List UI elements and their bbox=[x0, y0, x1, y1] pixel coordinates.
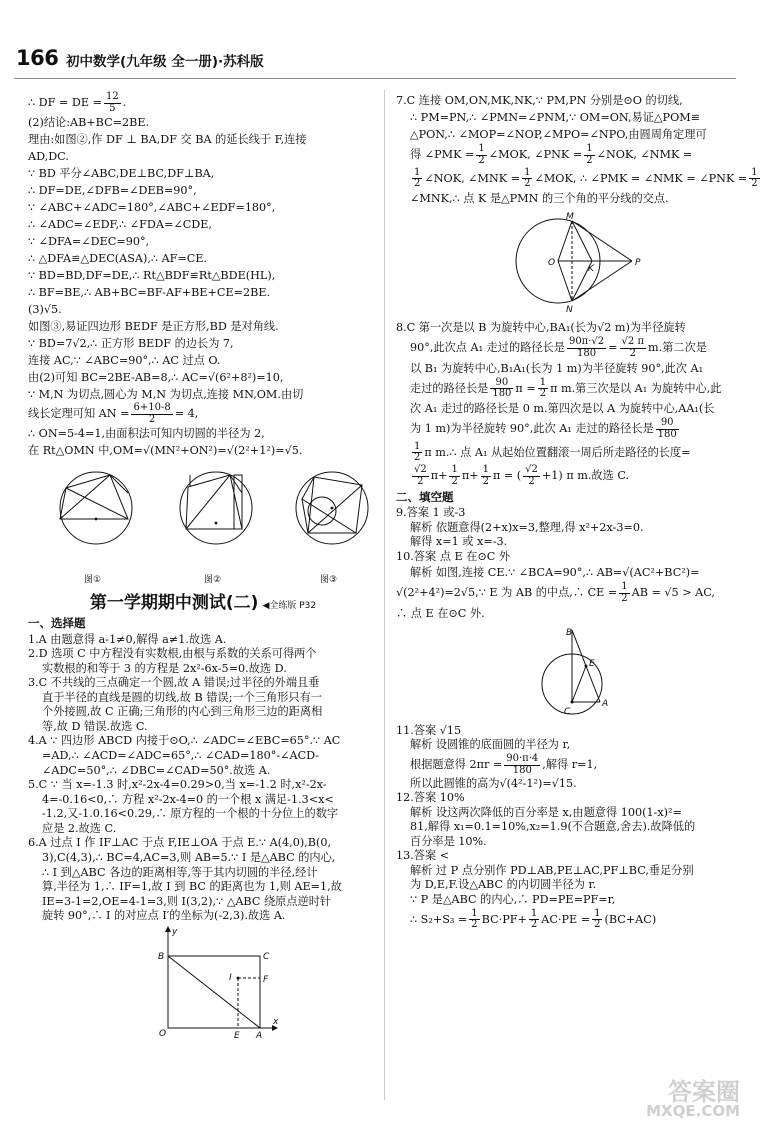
answer-line: 得 ∠PMK = $\frac{1}{2}$ ∠MOK, ∠PNK = $\frac{1}{2}$ ∠NOK, ∠NMK = bbox=[410, 143, 693, 166]
answer-line: 90°,此次点 A₁ 走过的路径长是 $\frac{90\pi\cdot√2}{180}$ = $\frac{√2 \pi}{2}$ m.第二次是 bbox=[410, 336, 707, 359]
text-line: (2)结论:AB+BC=2BE. bbox=[28, 116, 150, 129]
coordinate-figure bbox=[28, 926, 378, 1041]
svg-text:K: K bbox=[588, 264, 594, 275]
analysis-line: 根据题意得 2πr = $\frac{90\cdot\pi\cdot 4}{180}$ ,解得 r=1, bbox=[410, 753, 598, 776]
svg-text:P: P bbox=[635, 258, 641, 269]
text-line: ∴ ON=5-4=1,由面积法可知内切圆的半径为 2, bbox=[28, 427, 265, 441]
svg-text:B: B bbox=[566, 627, 573, 638]
answer-line: 7.C 连接 OM,ON,MK,NK,∵ PM,PN 分别是⊙O 的切线, bbox=[396, 94, 683, 107]
text-line: ∴ BF=BE,∴ AB+BC=BF-AF+BE+CE=2BE. bbox=[28, 286, 271, 300]
answer-line: 应是 2.故选 C. bbox=[42, 821, 117, 835]
answer-line: 8.C 第一次是以 B 为旋转中心,BA₁(长为√2 m)为半径旋转 bbox=[396, 321, 686, 335]
analysis-line: 为 D,E,F.设△ABC 的内切圆半径为 r. bbox=[410, 878, 597, 892]
answer-line: 4=-0.16<0,∴ 方程 x²-2x-4=0 的一个根 x 满足-1.3<x< bbox=[42, 792, 334, 806]
answer-line: 为 1 m)为半径旋转 90°,此次 A₁ 走过的路径长是 $\frac{90}{180}$ bbox=[410, 417, 677, 440]
svg-text:M: M bbox=[566, 212, 574, 223]
text-line: 在 Rt△OMN 中,OM=√(MN²+ON²)=√(2²+1²)=√5. bbox=[28, 444, 303, 458]
svg-text:C: C bbox=[263, 951, 270, 962]
figure-captions bbox=[28, 572, 378, 584]
answer-line: 13.答案 < bbox=[396, 849, 450, 863]
answer-line: 个外接圆,故 C 正确;三角形的内心到三角形三边的距离相 bbox=[42, 705, 323, 719]
svg-text:N: N bbox=[566, 305, 573, 316]
answer-line: ∠ADC=50°,∴ ∠DBC=∠CAD=50°.故选 A. bbox=[42, 763, 271, 777]
answer-line: $\frac{1}{2}$ ∠NOK, ∠MNK = $\frac{1}{2}$ ∠MOK, ∴ ∠PMK = ∠NMK = ∠PNK = $\frac{1}{2}$ bbox=[414, 166, 758, 190]
right-column bbox=[396, 92, 758, 931]
text-line: 连接 AC,∵ ∠ABC=90°,∴ AC 过点 O. bbox=[28, 354, 221, 368]
circle-triangle-figure bbox=[396, 626, 746, 720]
text-line: ∵ BD=7√2,∴ 正方形 BEDF 的边长为 7, bbox=[28, 337, 234, 351]
text-line: ∵ M,N 为切点,圆心为 M,N 为切点,连接 MN,OM.由切 bbox=[28, 388, 304, 402]
analysis-line: √(2²+4²)=2√5,∵ E 为 AB 的中点,∴ CE = $\frac{1}{2}$ AB = √5 > AC, bbox=[396, 581, 715, 604]
answer-line: 1.A 由题意得 a-1≠0,解得 a≠1.故选 A. bbox=[28, 632, 227, 646]
svg-text:y: y bbox=[172, 926, 178, 937]
answer-line: △PON,∴ ∠MOP=∠NOP,∠MPO=∠NPO,由圆周角定理可 bbox=[410, 128, 707, 142]
analysis-line: 解析 设这两次降低的百分率是 x,由题意得 100(1-x)²= bbox=[410, 805, 682, 819]
site-watermark: 答案圈 MXQE.COM bbox=[646, 1078, 740, 1120]
analysis-line: 81,解得 x₁=0.1=10%,x₂=1.9(不合题意,舍去).故降低的 bbox=[410, 820, 696, 834]
analysis-line: 解析 依题意得(2+x)x=3,整理,得 x²+2x-3=0. bbox=[410, 520, 644, 534]
svg-text:E: E bbox=[589, 658, 595, 669]
answer-line: 5.C ∵ 当 x=-1.3 时,x²-2x-4=0.29>0,当 x=-1.2 时,x²-2x- bbox=[28, 778, 327, 792]
answer-line: 6.A 过点 I 作 IF⊥AC 于点 F,IE⊥OA 于点 E.∵ A(4,0),B(0, bbox=[28, 836, 332, 850]
text-line: ∴ △DFA≌△DEC(ASA),∴ AF=CE. bbox=[28, 252, 208, 266]
answer-line: 实数根的和等于 3 的方程是 2x²-6x-5=0.故选 D. bbox=[42, 661, 287, 675]
svg-text:O: O bbox=[159, 1028, 167, 1039]
fig-caption: 图③ bbox=[320, 575, 338, 586]
answer-line: 2.D 选项 C 中方程没有实数根,由根与系数的关系可得两个 bbox=[28, 647, 317, 661]
answer-line: 12.答案 10% bbox=[396, 791, 465, 805]
analysis-line: 解析 设圆锥的底面圆的半径为 r, bbox=[410, 738, 571, 752]
answer-line: 4.A ∵ 四边形 ABCD 内接于⊙O,∴ ∠ADC=∠EBC=65°.∵ AC bbox=[28, 734, 341, 748]
svg-text:I: I bbox=[229, 972, 232, 983]
analysis-line: 解析 过 P 点分别作 PD⊥AB,PE⊥AC,PF⊥BC,垂足分别 bbox=[410, 863, 694, 877]
answer-line: 11.答案 √15 bbox=[396, 723, 462, 737]
section-tag: ◀全练版 P32 bbox=[262, 601, 317, 612]
answer-line: IE=3-1=2,OE=4-1=3,则 I(3,2),∵ △ABC 绕原点逆时针 bbox=[42, 894, 332, 908]
answer-line: ∠MNK,∴ 点 K 是△PMN 的三个角的平分线的交点. bbox=[410, 192, 669, 206]
text-line: ∵ ∠ABC+∠ADC=180°,∠ABC+∠EDF=180°, bbox=[28, 201, 276, 215]
answer-line: 10.答案 点 E 在⊙C 外 bbox=[396, 549, 511, 563]
answer-line: 3),C(4,3),∴ BC=4,AC=3,则 AB=5.∵ I 是△ABC 的内心, bbox=[42, 850, 336, 864]
text-line: 由(2)可知 BC=2BE-AB=8,∴ AC=√(6²+8²)=10, bbox=[28, 371, 284, 385]
svg-text:A: A bbox=[256, 1030, 263, 1041]
analysis-line: 解得 x=1 或 x=-3. bbox=[410, 535, 508, 549]
answer-line: 9.答案 1 或-3 bbox=[396, 506, 466, 520]
svg-text:x: x bbox=[273, 1016, 279, 1027]
answer-line: 直于半径的直线是圆的切线,故 B 错误;一个三角形只有一 bbox=[42, 690, 322, 704]
text-line: ∵ BD=BD,DF=DE,∴ Rt△BDF≌Rt△BDE(HL), bbox=[28, 269, 276, 283]
svg-text:F: F bbox=[263, 974, 269, 985]
text-line: ∵ ∠DFA=∠DEC=90°, bbox=[28, 235, 150, 249]
left-column bbox=[28, 92, 378, 1040]
three-circle-figures bbox=[28, 463, 378, 568]
answer-line: $\frac{√2}{2}$ π+ $\frac{1}{2}$ π+ $\frac{1}{2}$ π = ( $\frac{√2}{2}$ +1) π m.故选 C. bbox=[414, 464, 630, 487]
text-line: 理由:如图②,作 DF ⊥ BA,DF 交 BA 的延长线于 F,连接 bbox=[28, 133, 307, 147]
svg-text:B: B bbox=[158, 951, 165, 962]
text-line: ∴ DF = DE = $\frac{12}{5}$ . bbox=[28, 91, 127, 114]
answer-line: $\frac{1}{2}$ π m.∴ 点 A₁ 从起始位置翻滚一周后所走路径的长度= bbox=[414, 440, 691, 464]
svg-text:C: C bbox=[564, 706, 571, 717]
analysis-line: ∵ P 是△ABC 的内心,∴ PD=PE=PF=r, bbox=[410, 893, 616, 907]
answer-line: 旋转 90°,∴ I 的对应点 I′的坐标为(-2,3).故选 A. bbox=[42, 909, 286, 923]
text-line: ∴ DF=DE,∠DFB=∠DEB=90°, bbox=[28, 184, 197, 198]
text-line: ∵ BD 平分∠ABC,DE⊥BC,DF⊥BA, bbox=[28, 167, 215, 181]
analysis-line: 所以此圆锥的高为√(4²-1²)=√15. bbox=[410, 776, 577, 790]
column-divider bbox=[384, 90, 385, 1100]
text-line: 如图③,易证四边形 BEDF 是正方形,BD 是对角线. bbox=[28, 320, 279, 334]
fig-caption: 图② bbox=[204, 575, 222, 586]
answer-line: 以 B₁ 为旋转中心,B₁A₁(长为 1 m)为半径旋转 90°,此次 A₁ bbox=[410, 361, 704, 375]
subheading: 一、选择题 bbox=[28, 616, 86, 631]
book-title: 初中数学(九年级 全一册)·苏科版 bbox=[66, 54, 264, 70]
text-line: ∴ ∠ADC=∠EDF,∴ ∠FDA=∠CDE, bbox=[28, 218, 212, 232]
header-rule bbox=[14, 78, 736, 79]
answer-line: ∴ PM=PN,∴ ∠PMN=∠PNM,∵ OM=ON,易证△POM≌ bbox=[410, 111, 701, 125]
section-title: 第一学期期中测试(二) ◀全练版 P32 bbox=[89, 593, 317, 614]
text-line: (3)√5. bbox=[28, 303, 62, 317]
analysis-line: 解析 如图,连接 CE.∵ ∠BCA=90°,∴ AB=√(AC²+BC²)= bbox=[410, 566, 700, 580]
analysis-line: 百分率是 10%. bbox=[410, 834, 487, 848]
subheading: 二、填空题 bbox=[396, 489, 454, 504]
answer-line: 等,故 D 错误.故选 C. bbox=[42, 719, 148, 733]
answer-line: 次 A₁ 走过的路径长是 0 m.第四次是以 A 为旋转中心,AA₁(长 bbox=[410, 402, 715, 416]
answer-line: 算,半径为 1,∴ IF=1,故 I 到 BC 的距离也为 1,则 AE=1,故 bbox=[42, 880, 342, 894]
answer-line: 走过的路径长是 $\frac{90}{180}$ π = $\frac{1}{2}$ π m.第三次是以 A₁ 为旋转中心,此 bbox=[410, 376, 722, 400]
analysis-line: ∴ S₂+S₃ = $\frac{1}{2}$ BC·PF+ $\frac{1}{2}$ AC·PE = $\frac{1}{2}$ (BC+AC) bbox=[410, 907, 657, 931]
answer-line: 3.C 不共线的三点确定一个圆,故 A 错误;过半径的外端且垂 bbox=[28, 676, 320, 690]
page-header bbox=[14, 42, 734, 82]
text-line: AD,DC. bbox=[28, 150, 69, 164]
analysis-line: ∴ 点 E 在⊙C 外. bbox=[396, 606, 485, 620]
text-line: 线长定理可知 AN = $\frac{6+10-8}{2}$ = 4, bbox=[28, 402, 199, 425]
svg-text:O: O bbox=[548, 258, 556, 269]
answer-line: ∴ I 到△ABC 各边的距离相等,等于其内切圆的半径,经计 bbox=[42, 865, 318, 879]
svg-text:E: E bbox=[234, 1030, 240, 1041]
svg-text:A: A bbox=[602, 698, 609, 709]
fig-caption: 图① bbox=[84, 575, 102, 586]
answer-line: -1.2,又-1.0.16<0.29,∴ 原方程的一个根的十分位上的数字 bbox=[42, 807, 339, 821]
page-number: 166 bbox=[16, 46, 59, 70]
tangent-figure bbox=[396, 211, 746, 315]
answer-line: =AD,∴ ∠ACD=∠ADC=65°,∴ ∠CAD=180°-∠ACD- bbox=[42, 749, 320, 763]
